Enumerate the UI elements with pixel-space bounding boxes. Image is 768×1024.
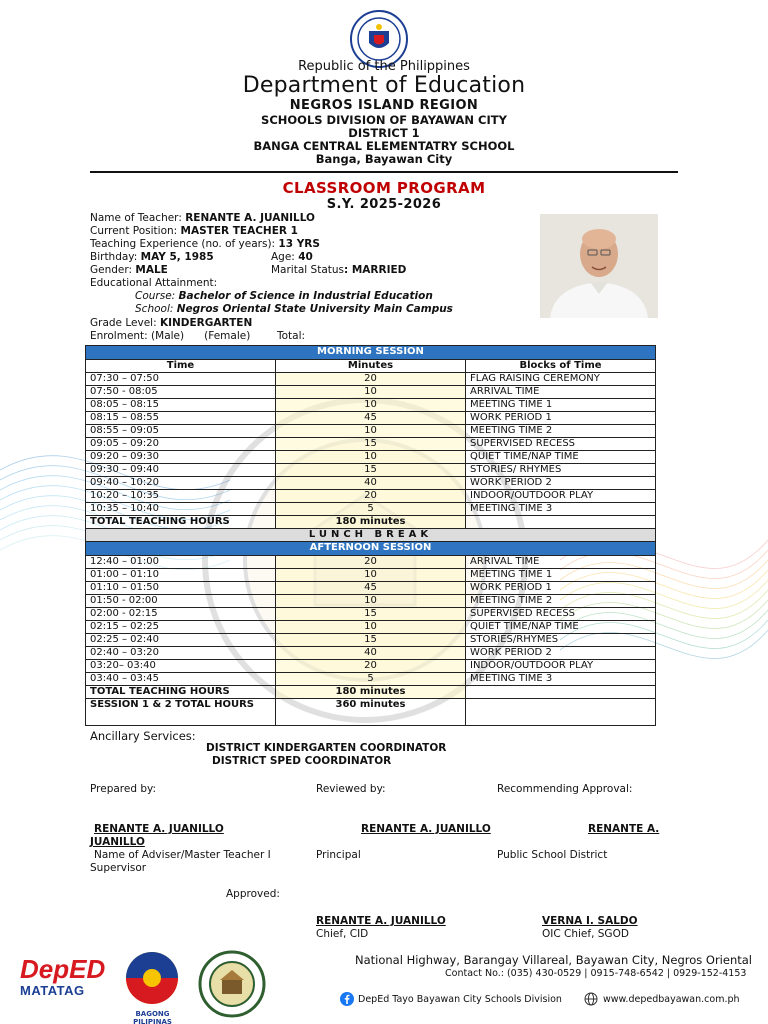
position-label: Current Position:: [90, 225, 181, 237]
minutes-cell: 15: [276, 608, 466, 621]
block-cell: INDOOR/OUTDOOR PLAY: [466, 660, 656, 673]
facebook-page-name: DepEd Tayo Bayawan City Schools Division: [358, 993, 562, 1005]
approved-role-1: Chief, CID: [316, 928, 369, 940]
block-cell: WORK PERIOD 2: [466, 477, 656, 490]
bagong-pilipinas-text: BAGONG PILIPINAS: [133, 1010, 172, 1024]
time-cell: 09:40 – 10:20: [86, 477, 276, 490]
reviewed-role: Principal: [316, 849, 361, 861]
school-line: [135, 303, 453, 316]
block-cell: MEETING TIME 3: [466, 503, 656, 516]
table-row: [86, 399, 656, 412]
age-value: 40: [298, 251, 313, 263]
globe-icon: [584, 992, 598, 1006]
ancillary-item-2: DISTRICT SPED COORDINATOR: [212, 755, 392, 767]
grade-label: Grade Level:: [90, 317, 160, 329]
block-cell: WORK PERIOD 2: [466, 647, 656, 660]
block-cell: INDOOR/OUTDOOR PLAY: [466, 490, 656, 503]
minutes-cell: 10: [276, 569, 466, 582]
gender-value: MALE: [135, 264, 168, 276]
session-total-empty: [466, 699, 656, 726]
age-line: [271, 251, 313, 264]
table-row: [86, 634, 656, 647]
ancillary-label: Ancillary Services:: [90, 729, 196, 743]
morning-total-row-label: TOTAL TEACHING HOURS: [86, 516, 276, 529]
afternoon-total-row-value: 180 minutes: [276, 686, 466, 699]
approved-name-1: RENANTE A. JUANILLO: [316, 915, 446, 927]
minutes-cell: 5: [276, 673, 466, 686]
column-header-blocks: Blocks of Time: [466, 360, 656, 373]
session-total-row: [86, 699, 656, 726]
table-row: [86, 621, 656, 634]
minutes-cell: 20: [276, 373, 466, 386]
minutes-cell: 40: [276, 477, 466, 490]
table-row: [86, 582, 656, 595]
table-row: [86, 556, 656, 569]
lunch-break-label: LUNCH BREAK: [86, 529, 656, 542]
minutes-cell: 20: [276, 660, 466, 673]
time-cell: 08:55 – 09:05: [86, 425, 276, 438]
minutes-cell: 10: [276, 399, 466, 412]
reviewed-by-label: Reviewed by:: [316, 783, 386, 795]
time-cell: 02:40 – 03:20: [86, 647, 276, 660]
approved-name-2: VERNA I. SALDO: [542, 915, 638, 927]
morning-session-header-label: MORNING SESSION: [86, 346, 656, 360]
prepared-by-label: Prepared by:: [90, 783, 156, 795]
morning-total-row-value: 180 minutes: [276, 516, 466, 529]
marital-label: Marital Status: [271, 264, 344, 276]
column-header-minutes: Minutes: [276, 360, 466, 373]
prepared-by-name: RENANTE A. JUANILLO: [94, 823, 224, 835]
website-url: www.depedbayawan.com.ph: [603, 993, 740, 1005]
time-cell: 12:40 – 01:00: [86, 556, 276, 569]
table-row: [86, 569, 656, 582]
minutes-cell: 45: [276, 412, 466, 425]
afternoon-total-row: [86, 686, 656, 699]
block-cell: FLAG RAISING CEREMONY: [466, 373, 656, 386]
gender-line: [90, 264, 168, 277]
time-cell: 01:10 – 01:50: [86, 582, 276, 595]
course-label: Course:: [135, 290, 179, 302]
afternoon-session-header-label: AFTERNOON SESSION: [86, 542, 656, 556]
district-name: DISTRICT 1: [348, 126, 420, 140]
school-location: Banga, Bayawan City: [315, 152, 453, 166]
table-row: [86, 464, 656, 477]
time-cell: 02:00 - 02:15: [86, 608, 276, 621]
time-cell: 03:40 – 03:45: [86, 673, 276, 686]
morning-column-headers: [86, 360, 656, 373]
lunch-break-row: [86, 529, 656, 542]
division-bayawan-seal: [196, 950, 268, 1018]
birthday-line: [90, 251, 214, 264]
position-line: [90, 225, 298, 238]
recommending-name-a: RENANTE A.: [588, 823, 660, 835]
region-name: NEGROS ISLAND REGION: [289, 98, 479, 113]
block-cell: MEETING TIME 3: [466, 673, 656, 686]
time-cell: 02:25 – 02:40: [86, 634, 276, 647]
recommending-approval-label: Recommending Approval:: [497, 783, 633, 795]
division-name: SCHOOLS DIVISION OF BAYAWAN CITY: [261, 113, 507, 127]
time-cell: 07:30 – 07:50: [86, 373, 276, 386]
facebook-link[interactable]: [340, 992, 562, 1006]
time-cell: 10:35 – 10:40: [86, 503, 276, 516]
schedule-table: [85, 345, 656, 726]
enrolment-line: Enrolment: (Male) (Female) Total:: [90, 330, 306, 342]
block-cell: ARRIVAL TIME: [466, 556, 656, 569]
deped-wordmark: DepED: [20, 954, 106, 984]
course-line: [135, 290, 433, 303]
position-value: MASTER TEACHER 1: [180, 225, 298, 237]
experience-line: [90, 238, 320, 251]
teacher-name-line: [90, 212, 315, 225]
column-header-time: Time: [86, 360, 276, 373]
header-divider: [90, 171, 678, 173]
time-cell: 09:30 – 09:40: [86, 464, 276, 477]
minutes-cell: 10: [276, 595, 466, 608]
footer-address: National Highway, Barangay Villareal, Bayawan City, Negros Oriental: [355, 953, 752, 967]
block-cell: SUPERVISED RECESS: [466, 608, 656, 621]
table-row: [86, 451, 656, 464]
course-value: Bachelor of Science in Industrial Education: [178, 290, 433, 302]
bagong-pilipinas-logo: [115, 950, 190, 1024]
time-cell: 10:20 – 10:35: [86, 490, 276, 503]
block-cell: MEETING TIME 2: [466, 425, 656, 438]
minutes-cell: 45: [276, 582, 466, 595]
minutes-cell: 5: [276, 503, 466, 516]
afternoon-total-row-empty: [466, 686, 656, 699]
minutes-cell: 10: [276, 451, 466, 464]
minutes-cell: 15: [276, 464, 466, 477]
table-row: [86, 477, 656, 490]
gender-label: Gender:: [90, 264, 136, 276]
table-row: [86, 412, 656, 425]
block-cell: MEETING TIME 1: [466, 399, 656, 412]
table-row: [86, 438, 656, 451]
school-year: S.Y. 2025-2026: [326, 197, 442, 212]
reviewed-by-name: RENANTE A. JUANILLO: [361, 823, 491, 835]
marital-value: : MARRIED: [344, 264, 407, 276]
teacher-name-label: Name of Teacher:: [90, 212, 186, 224]
school-value: Negros Oriental State University Main Campus: [176, 303, 453, 315]
minutes-cell: 10: [276, 386, 466, 399]
age-label: Age:: [271, 251, 299, 263]
minutes-cell: 10: [276, 621, 466, 634]
bagong-pilipinas-emblem: [115, 950, 190, 1006]
table-row: [86, 503, 656, 516]
teacher-name: RENANTE A. JUANILLO: [185, 212, 315, 224]
recommending-name-b: JUANILLO: [90, 836, 145, 848]
experience-label: Teaching Experience (no. of years):: [90, 238, 279, 250]
table-row: [86, 660, 656, 673]
block-cell: QUIET TIME/NAP TIME: [466, 451, 656, 464]
recommending-role: Public School District: [497, 849, 608, 861]
republic-line: Republic of the Philippines: [298, 59, 470, 74]
time-cell: 01:50 - 02:00: [86, 595, 276, 608]
time-cell: 09:05 – 09:20: [86, 438, 276, 451]
marital-line: [271, 264, 406, 277]
matatag-wordmark: MATATAG: [20, 983, 85, 998]
prepared-role-b: Supervisor: [90, 862, 147, 874]
minutes-cell: 40: [276, 647, 466, 660]
minutes-cell: 15: [276, 438, 466, 451]
time-cell: 01:00 – 01:10: [86, 569, 276, 582]
time-cell: 03:20– 03:40: [86, 660, 276, 673]
block-cell: MEETING TIME 2: [466, 595, 656, 608]
ancillary-item-1: DISTRICT KINDERGARTEN COORDINATOR: [206, 742, 447, 754]
document-title: CLASSROOM PROGRAM: [282, 179, 486, 197]
birthday-value: MAY 5, 1985: [140, 251, 214, 263]
afternoon-total-row-label: TOTAL TEACHING HOURS: [86, 686, 276, 699]
website-link[interactable]: [584, 992, 740, 1006]
facebook-icon: [340, 992, 354, 1006]
session-total-value: 360 minutes: [276, 699, 466, 726]
table-row: [86, 386, 656, 399]
grade-value: KINDERGARTEN: [159, 317, 253, 329]
deped-matatag-logo: [20, 954, 106, 1017]
block-cell: WORK PERIOD 1: [466, 582, 656, 595]
time-cell: 07:50 - 08:05: [86, 386, 276, 399]
minutes-cell: 10: [276, 425, 466, 438]
morning-total-row: [86, 516, 656, 529]
department-name: Department of Education: [242, 73, 526, 98]
footer-contact: Contact No.: (035) 430-0529 | 0915-748-6542 | 0929-152-4153: [445, 968, 747, 979]
block-cell: STORIES/RHYMES: [466, 634, 656, 647]
table-row: [86, 673, 656, 686]
minutes-cell: 20: [276, 556, 466, 569]
block-cell: STORIES/ RHYMES: [466, 464, 656, 477]
session-total-label: SESSION 1 & 2 TOTAL HOURS: [86, 699, 276, 726]
teacher-photo: [540, 214, 658, 318]
table-row: [86, 425, 656, 438]
school-label: School:: [135, 303, 177, 315]
afternoon-session-header: [86, 542, 656, 556]
block-cell: WORK PERIOD 1: [466, 412, 656, 425]
time-cell: 02:15 – 02:25: [86, 621, 276, 634]
birthday-label: Birthday:: [90, 251, 141, 263]
approved-label: Approved:: [226, 888, 280, 900]
block-cell: ARRIVAL TIME: [466, 386, 656, 399]
education-label: Educational Attainment:: [90, 277, 218, 289]
time-cell: 09:20 – 09:30: [86, 451, 276, 464]
table-row: [86, 608, 656, 621]
table-row: [86, 647, 656, 660]
minutes-cell: 15: [276, 634, 466, 647]
school-name: BANGA CENTRAL ELEMENTATRY SCHOOL: [253, 139, 515, 153]
table-row: [86, 595, 656, 608]
block-cell: MEETING TIME 1: [466, 569, 656, 582]
time-cell: 08:05 – 08:15: [86, 399, 276, 412]
approved-role-2: OIC Chief, SGOD: [542, 928, 629, 940]
morning-total-row-empty: [466, 516, 656, 529]
block-cell: QUIET TIME/NAP TIME: [466, 621, 656, 634]
table-row: [86, 373, 656, 386]
grade-line: [90, 317, 252, 330]
morning-session-header: [86, 346, 656, 360]
minutes-cell: 20: [276, 490, 466, 503]
table-row: [86, 490, 656, 503]
block-cell: SUPERVISED RECESS: [466, 438, 656, 451]
prepared-role-a: Name of Adviser/Master Teacher I: [94, 849, 271, 861]
time-cell: 08:15 – 08:55: [86, 412, 276, 425]
experience-value: 13 YRS: [278, 238, 320, 250]
